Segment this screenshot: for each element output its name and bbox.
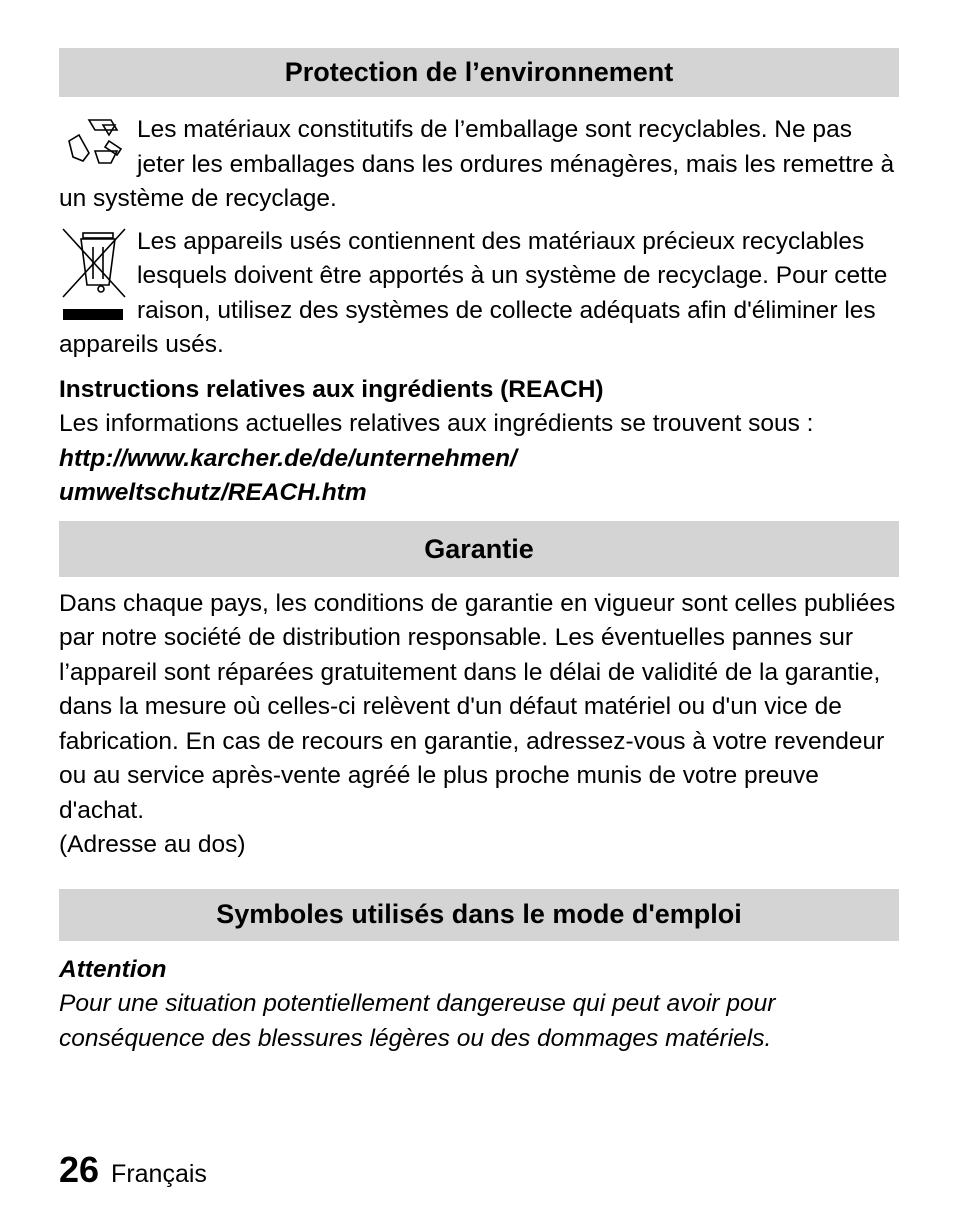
section-header-symbols: Symboles utilisés dans le mode d'emploi <box>59 889 899 941</box>
attention-text: Pour une situation potentiellement dangereuse qui peut avoir pour conséquence des blessures légères ou des dommages matériels. <box>59 990 776 1052</box>
page-content <box>59 48 899 1056</box>
recycle-icon <box>59 113 137 179</box>
weee-text: Les appareils usés contiennent des matériaux précieux recyclables lesquels doivent être apportés à un système de recyclage. Pour cette raison, utilisez des systèmes de collecte adéquats afin d'éliminer les appareils usés. <box>59 227 888 358</box>
recycle-text: Les matériaux constitutifs de l’emballage sont recyclables. Ne pas jeter les emballages dans les ordures ménagères, mais les remettre à un système de recyclage. <box>59 116 895 212</box>
reach-text: Les informations actuelles relatives aux ingrédients se trouvent sous : <box>59 410 814 437</box>
section-header-warranty: Garantie <box>59 521 899 577</box>
weee-paragraph <box>59 225 899 363</box>
crossed-bin-icon <box>59 225 137 323</box>
reach-heading: Instructions relatives aux ingrédients (REACH) <box>59 375 604 403</box>
page-number: 26 <box>59 1149 100 1190</box>
reach-link-line-1[interactable]: http://www.karcher.de/de/unternehmen/ <box>59 444 517 472</box>
section-header-environment: Protection de l’environnement <box>59 48 899 97</box>
footer-language: Français <box>111 1160 207 1188</box>
attention-label: Attention <box>59 955 167 983</box>
warranty-text: Dans chaque pays, les conditions de garantie en vigueur sont celles publiées par notre société de distribution responsable. Les éventuelles pannes sur l’appareil sont réparées gratuitement dans le délai de validité de la garantie, dans la mesure où celles-ci relèvent d'un défaut matériel ou d'un vice de fabrication. En cas de recours en garantie, adressez-vous à votre revendeur ou au service après-vente agréé le plus proche munis de votre preuve d'achat. <box>59 589 896 824</box>
reach-link-line-2[interactable]: umweltschutz/REACH.htm <box>59 479 367 506</box>
page-footer <box>59 1150 207 1194</box>
recycle-paragraph <box>59 113 899 217</box>
warranty-address-note: (Adresse au dos) <box>59 831 246 858</box>
